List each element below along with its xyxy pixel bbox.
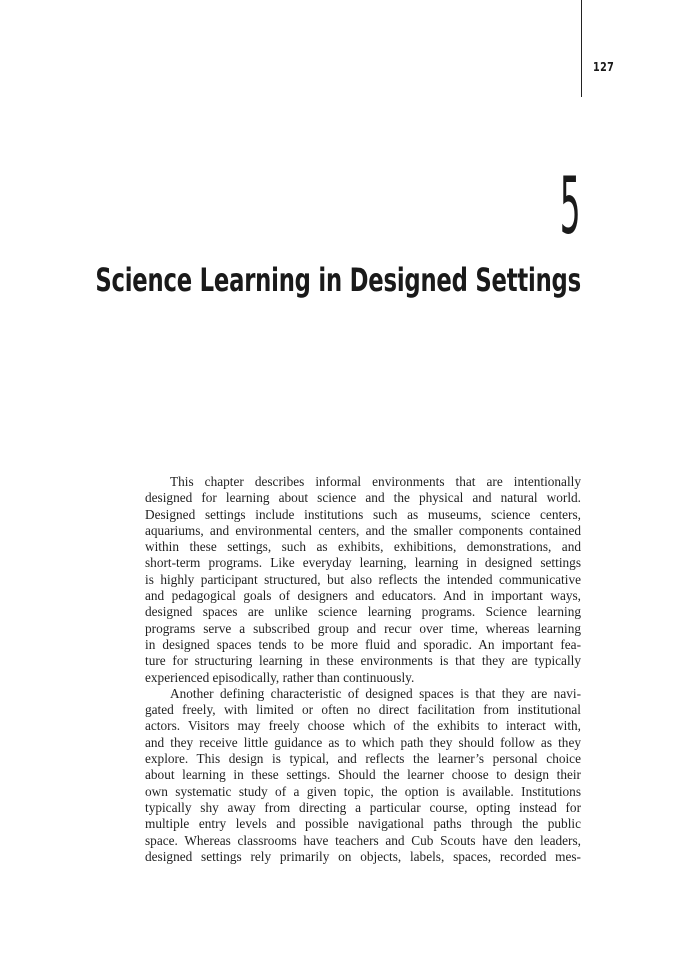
text-line: and pedagogical goals of designers and educators. And in important ways, bbox=[145, 588, 581, 604]
text-line: designed settings rely primarily on objects, labels, spaces, recorded mes- bbox=[145, 848, 581, 864]
text-line: designed for learning about science and the physical and natural world. bbox=[145, 490, 581, 506]
text-line: typically shy away from directing a particular course, opting instead for bbox=[145, 799, 581, 815]
text-line: Designed settings include institutions such as museums, science centers, bbox=[145, 506, 581, 522]
text-line: This chapter describes informal environments that are intentionally bbox=[170, 474, 581, 489]
text-line: is highly participant structured, but also reflects the intended communicative bbox=[145, 571, 581, 587]
page-number: 127 bbox=[593, 60, 615, 74]
chapter-title: Science Learning in Designed Settings bbox=[95, 261, 581, 299]
paragraph-1 bbox=[145, 474, 581, 686]
paragraph-2 bbox=[145, 686, 581, 865]
text-line: in designed spaces tends to be more fluid and sporadic. An important fea- bbox=[145, 636, 581, 652]
text-line: ture for structuring learning in these environments is that they are typically bbox=[145, 653, 581, 669]
text-line: aquariums, and environmental centers, and the smaller components contained bbox=[145, 522, 581, 538]
text-line: within these settings, such as exhibits, exhibitions, demonstrations, and bbox=[145, 539, 581, 555]
text-line: designed spaces are unlike science learning programs. Science learning bbox=[145, 604, 581, 620]
text-line: programs serve a subscribed group and recur over time, whereas learning bbox=[145, 620, 581, 636]
text-line: short-term programs. Like everyday learning, learning in designed settings bbox=[145, 555, 581, 571]
text-line: own systematic study of a given topic, the option is available. Institutions bbox=[145, 783, 581, 799]
text-line: and they receive little guidance as to which path they should follow as they bbox=[145, 734, 581, 750]
text-line: actors. Visitors may freely choose which of the exhibits to interact with, bbox=[145, 718, 581, 734]
text-line: Another defining characteristic of designed spaces is that they are navi- bbox=[170, 685, 581, 701]
text-line: space. Whereas classrooms have teachers and Cub Scouts have den leaders, bbox=[145, 832, 581, 848]
chapter-number: 5 bbox=[560, 162, 581, 252]
text-line: about learning in these settings. Should the learner choose to design their bbox=[145, 767, 581, 783]
text-line: experienced episodically, rather than continuously. bbox=[145, 669, 415, 685]
text-line: gated freely, with limited or often no direct facilitation from institutional bbox=[145, 702, 581, 718]
text-line: explore. This design is typical, and reflects the learner’s personal choice bbox=[145, 751, 581, 767]
text-line: multiple entry levels and possible navigational paths through the public bbox=[145, 816, 581, 832]
header-vertical-rule bbox=[581, 0, 582, 97]
body-text bbox=[145, 474, 581, 865]
